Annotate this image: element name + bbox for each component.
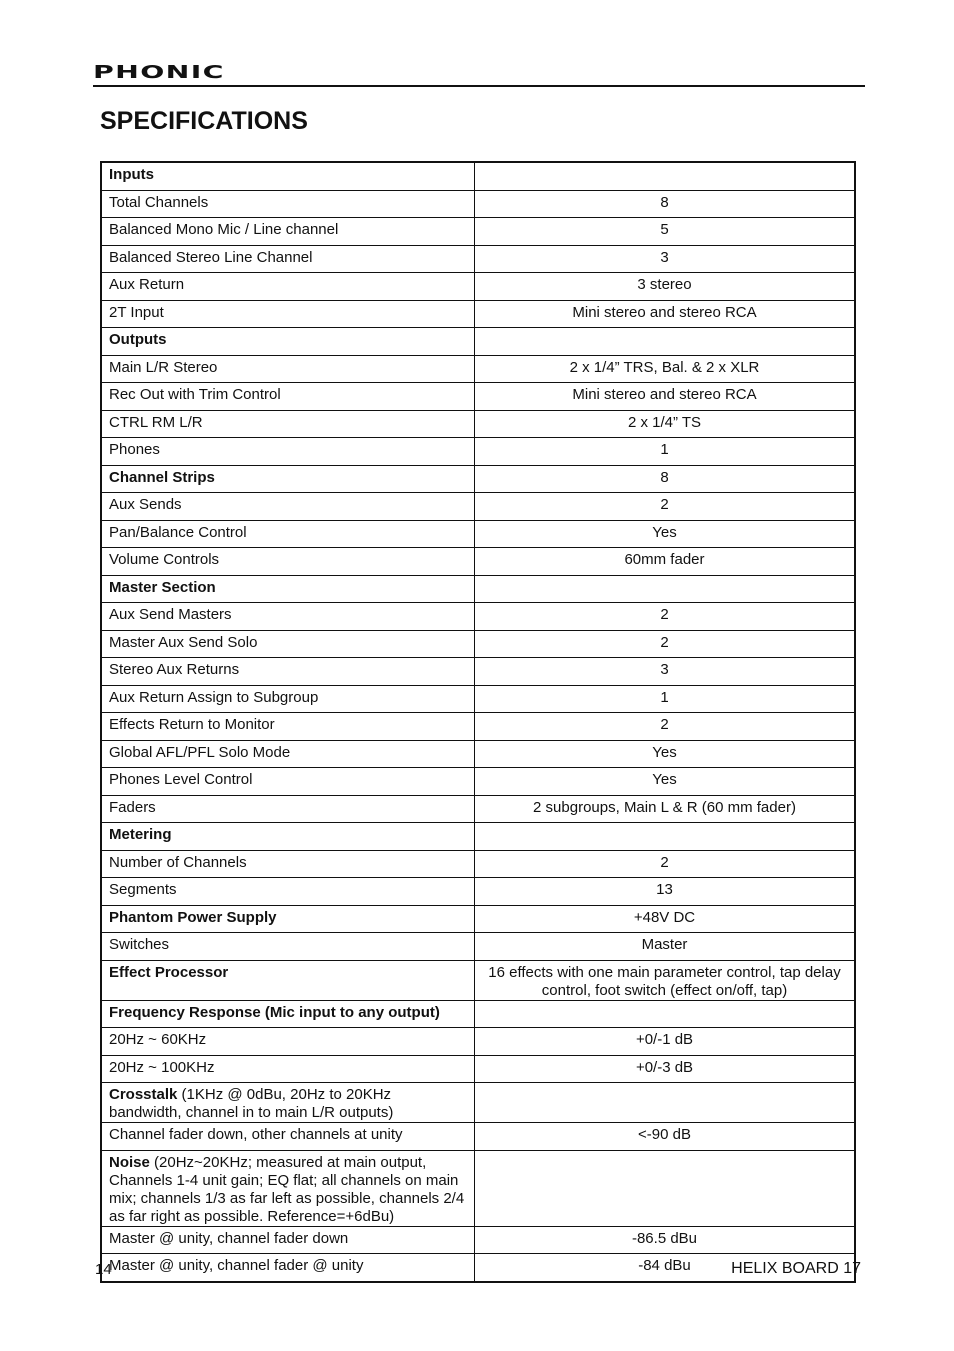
- spec-label: [101, 1028, 475, 1056]
- spec-label: [101, 383, 475, 411]
- spec-value: 5: [475, 218, 856, 246]
- spec-label: [101, 328, 475, 356]
- spec-label-lead: Noise: [109, 1153, 150, 1171]
- spec-value: [475, 1150, 856, 1226]
- spec-label-text: Segments: [109, 881, 177, 898]
- spec-label-text: Channel fader down, other channels at unity: [109, 1126, 403, 1143]
- spec-label: [101, 768, 475, 796]
- spec-label-text: 2T Input: [109, 303, 164, 321]
- spec-value: +48V DC: [475, 905, 856, 933]
- table-row: [101, 768, 855, 796]
- spec-label: [101, 465, 475, 493]
- spec-label-text: Aux Send Masters: [109, 606, 232, 623]
- spec-label-text: Main L/R Stereo: [109, 358, 218, 376]
- table-row: [101, 823, 855, 851]
- spec-label: [101, 273, 475, 301]
- table-row: [101, 905, 855, 933]
- page-title: SPECIFICATIONS: [100, 107, 308, 135]
- spec-label-text: Master @ unity, channel fader @ unity: [109, 1257, 364, 1274]
- spec-label: [101, 740, 475, 768]
- table-row: [101, 795, 855, 823]
- spec-value: Yes: [475, 520, 856, 548]
- spec-value: 2 x 1/4” TS: [475, 410, 856, 438]
- spec-value: 2: [475, 630, 856, 658]
- table-row: [101, 575, 855, 603]
- spec-label: [101, 1226, 475, 1254]
- table-row: [101, 300, 855, 328]
- table-row: [101, 493, 855, 521]
- table-row: [101, 878, 855, 906]
- spec-label-text: Frequency Response (Mic input to any output): [109, 1003, 440, 1021]
- spec-label-text: Inputs: [109, 166, 154, 183]
- spec-label: [101, 355, 475, 383]
- spec-label-text: Volume Controls: [109, 551, 220, 568]
- spec-value: 2: [475, 493, 856, 521]
- spec-label-text: Metering: [109, 826, 172, 843]
- spec-value: -86.5 dBu: [475, 1226, 856, 1254]
- table-row: [101, 162, 855, 190]
- spec-value: 60mm fader: [475, 548, 856, 576]
- spec-label-text: Balanced Mono Mic / Line channel: [109, 221, 339, 238]
- document-name: HELIX BOARD 17: [731, 1260, 861, 1277]
- spec-label: [101, 1150, 475, 1226]
- spec-label-text: Phones: [109, 441, 160, 458]
- table-row: [101, 1150, 855, 1226]
- table-row: [101, 658, 855, 686]
- spec-label: [101, 190, 475, 218]
- table-row: [101, 1123, 855, 1151]
- spec-label-text: Global AFL/PFL Solo Mode: [109, 743, 291, 761]
- spec-value: Mini stereo and stereo RCA: [475, 300, 856, 328]
- spec-value: 8: [475, 465, 856, 493]
- spec-label: [101, 162, 475, 190]
- spec-value: [475, 575, 856, 603]
- spec-label: [101, 603, 475, 631]
- spec-label-text: Total Channels: [109, 193, 209, 211]
- spec-value: Yes: [475, 740, 856, 768]
- spec-label-text: Effects Return to Monitor: [109, 716, 275, 733]
- spec-label-text: Balanced Stereo Line Channel: [109, 248, 313, 266]
- spec-label: [101, 960, 475, 1000]
- page-number: 14: [95, 1261, 112, 1278]
- specifications-table: [100, 161, 856, 1283]
- spec-label: [101, 1000, 475, 1028]
- spec-label-text: (1KHz @ 0dBu, 20Hz to 20KHz bandwidth, channel in to main L/R outputs): [109, 1086, 394, 1121]
- spec-value: 1: [475, 438, 856, 466]
- spec-label: [101, 795, 475, 823]
- spec-value: 1: [475, 685, 856, 713]
- spec-label-text: Aux Sends: [109, 496, 182, 513]
- spec-label-text: Phones Level Control: [109, 771, 253, 788]
- spec-value: [475, 1000, 856, 1028]
- table-row: [101, 1083, 855, 1123]
- table-row: [101, 1055, 855, 1083]
- spec-label: [101, 493, 475, 521]
- phonic-logo: PHONIC: [93, 62, 225, 83]
- table-row: [101, 438, 855, 466]
- spec-value: 2: [475, 603, 856, 631]
- spec-label-text: Faders: [109, 798, 156, 816]
- table-row: [101, 410, 855, 438]
- spec-value: +0/-1 dB: [475, 1028, 856, 1056]
- spec-label-text: Pan/Balance Control: [109, 523, 247, 541]
- spec-label-text: Aux Return: [109, 276, 185, 293]
- spec-value: <-90 dB: [475, 1123, 856, 1151]
- spec-label: [101, 850, 475, 878]
- spec-label: [101, 905, 475, 933]
- spec-label: [101, 520, 475, 548]
- spec-label: [101, 630, 475, 658]
- spec-label: [101, 713, 475, 741]
- spec-label: [101, 878, 475, 906]
- spec-value: -84 dBu: [475, 1254, 856, 1282]
- spec-label-lead: Crosstalk: [109, 1086, 178, 1103]
- spec-label: [101, 1254, 475, 1282]
- spec-value: [475, 823, 856, 851]
- spec-label-text: Outputs: [109, 331, 167, 348]
- spec-value: [475, 1083, 856, 1123]
- table-row: [101, 273, 855, 301]
- spec-label: [101, 218, 475, 246]
- table-row: [101, 685, 855, 713]
- spec-label: [101, 245, 475, 273]
- spec-value: +0/-3 dB: [475, 1055, 856, 1083]
- table-row: [101, 850, 855, 878]
- spec-value: 3: [475, 658, 856, 686]
- table-row: [101, 218, 855, 246]
- spec-value: [475, 328, 856, 356]
- spec-label-text: Master Aux Send Solo: [109, 633, 258, 651]
- spec-value: Yes: [475, 768, 856, 796]
- spec-label-text: Phantom Power Supply: [109, 908, 277, 926]
- spec-value: 8: [475, 190, 856, 218]
- spec-label-text: Number of Channels: [109, 853, 247, 871]
- table-row: [101, 1000, 855, 1028]
- spec-value: 13: [475, 878, 856, 906]
- specifications-table-body: [101, 162, 855, 1282]
- spec-value: 2: [475, 850, 856, 878]
- table-row: [101, 245, 855, 273]
- spec-value: 2: [475, 713, 856, 741]
- spec-label: [101, 658, 475, 686]
- spec-label: [101, 823, 475, 851]
- table-row: [101, 548, 855, 576]
- table-row: [101, 960, 855, 1000]
- spec-value: Master: [475, 933, 856, 961]
- spec-value: 3: [475, 245, 856, 273]
- spec-value: [475, 162, 856, 190]
- table-row: [101, 190, 855, 218]
- spec-label-text: 20Hz ~ 60KHz: [109, 1031, 207, 1048]
- spec-value: Mini stereo and stereo RCA: [475, 383, 856, 411]
- spec-label: [101, 1123, 475, 1151]
- spec-label: [101, 933, 475, 961]
- spec-label: [101, 685, 475, 713]
- table-row: [101, 1226, 855, 1254]
- spec-label-text: Master @ unity, channel fader down: [109, 1229, 349, 1247]
- spec-value: 16 effects with one main parameter control, tap delay control, foot switch (effect on/off, tap): [475, 960, 856, 1000]
- table-row: [101, 520, 855, 548]
- spec-label: [101, 575, 475, 603]
- spec-label-text: Channel Strips: [109, 468, 215, 486]
- spec-label: [101, 300, 475, 328]
- table-row: [101, 355, 855, 383]
- spec-label-text: Rec Out with Trim Control: [109, 386, 281, 403]
- spec-label: [101, 548, 475, 576]
- spec-value: 2 subgroups, Main L & R (60 mm fader): [475, 795, 856, 823]
- spec-label-text: (20Hz~20KHz; measured at main output, Channels 1-4 unit gain; EQ flat; all channels on main mix; channels 1/3 as far left as possible, channels 2/4 as far right as possible. Reference=+6dBu): [109, 1153, 465, 1225]
- spec-label-text: Aux Return Assign to Subgroup: [109, 688, 319, 706]
- spec-label: [101, 410, 475, 438]
- spec-label-text: 20Hz ~ 100KHz: [109, 1058, 215, 1076]
- spec-label-text: Effect Processor: [109, 963, 229, 981]
- header-rule: [93, 85, 865, 87]
- spec-value: 2 x 1/4” TRS, Bal. & 2 x XLR: [475, 355, 856, 383]
- table-row: [101, 713, 855, 741]
- spec-label: [101, 1083, 475, 1123]
- table-row: [101, 1028, 855, 1056]
- spec-label-text: Stereo Aux Returns: [109, 661, 240, 678]
- spec-label: [101, 438, 475, 466]
- table-row: [101, 465, 855, 493]
- table-row: [101, 933, 855, 961]
- spec-label-text: Switches: [109, 936, 170, 953]
- table-row: [101, 383, 855, 411]
- spec-label-text: CTRL RM L/R: [109, 413, 203, 431]
- table-row: [101, 630, 855, 658]
- table-row: [101, 603, 855, 631]
- table-row: [101, 740, 855, 768]
- spec-label-text: Master Section: [109, 578, 216, 596]
- spec-value: 3 stereo: [475, 273, 856, 301]
- spec-label: [101, 1055, 475, 1083]
- table-row: [101, 328, 855, 356]
